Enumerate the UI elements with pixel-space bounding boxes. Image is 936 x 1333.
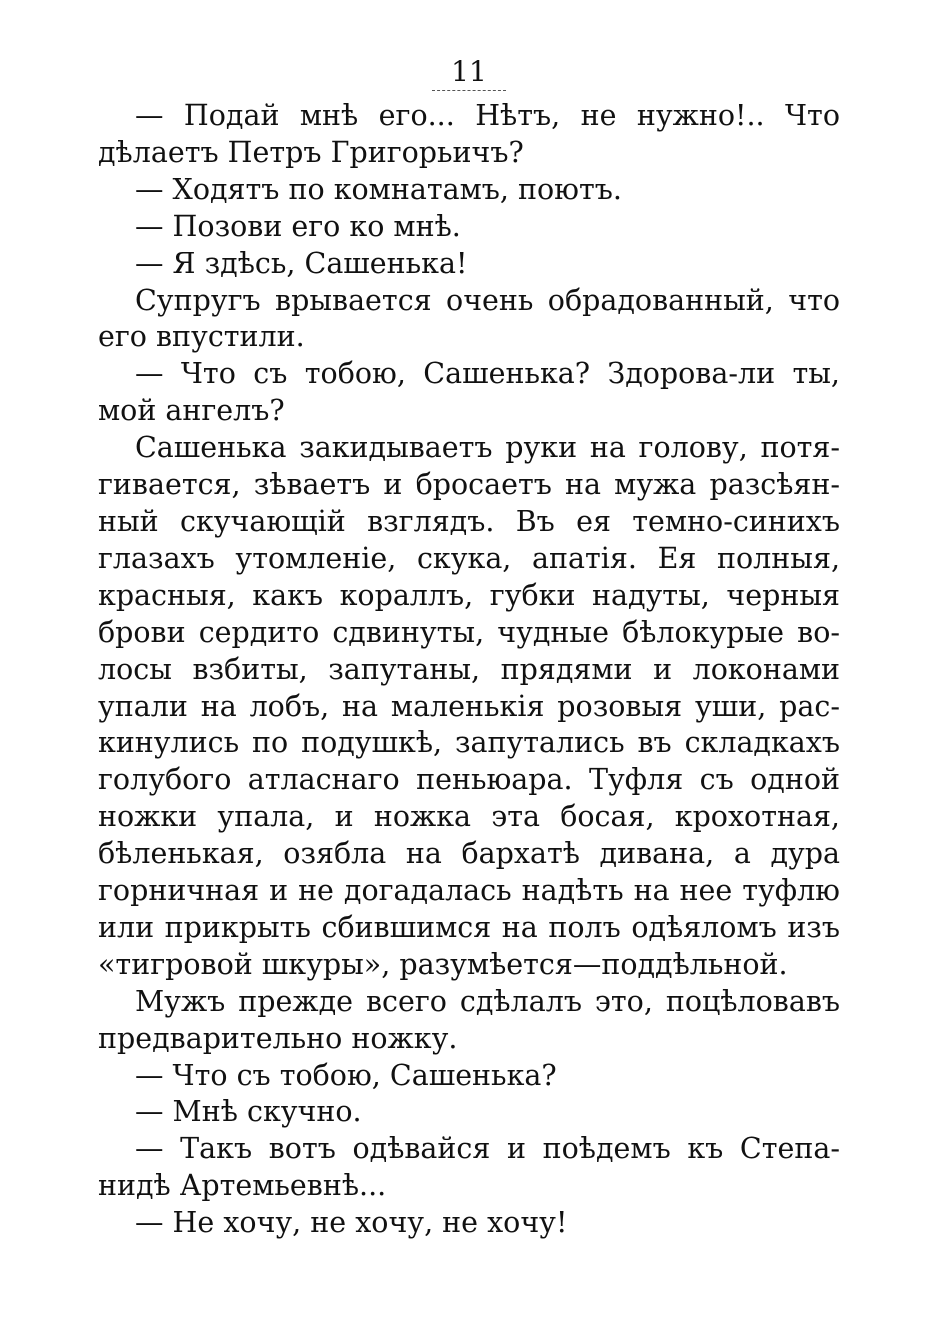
page-number-rule — [432, 90, 506, 91]
text-line: нидѣ Артемьевнѣ... — [98, 1169, 387, 1203]
text-body — [98, 98, 840, 1242]
page-number-block — [98, 52, 840, 98]
text-line: — Позови его ко мнѣ. — [135, 209, 461, 243]
text-line: предварительно ножку. — [98, 1021, 458, 1055]
text-line: Супругъ врывается очень обрадованный, что — [135, 283, 840, 317]
text-line: красныя, какъ кораллъ, губки надуты, черныя — [98, 578, 840, 612]
text-line: — Я здѣсь, Сашенька! — [135, 246, 468, 280]
paragraph — [98, 209, 840, 246]
page-number: 11 — [451, 55, 487, 88]
paragraph — [98, 1205, 840, 1242]
text-line: или прикрыть сбившимся на полъ одѣяломъ изъ — [98, 910, 840, 944]
paragraph — [98, 246, 840, 283]
paragraph — [98, 1131, 840, 1205]
text-line: — Не хочу, не хочу, не хочу! — [135, 1206, 568, 1240]
paragraph — [98, 172, 840, 209]
text-line: — Подай мнѣ его... Нѣтъ, не нужно!.. Что — [135, 99, 840, 132]
paragraph — [98, 356, 840, 430]
paragraph — [98, 1094, 840, 1131]
paragraph — [98, 984, 840, 1058]
text-line: ножки упала, и ножка эта босая, крохотная, — [98, 800, 840, 834]
text-line: — Что съ тобою, Сашенька? — [135, 1058, 557, 1092]
text-line: Сашенька закидываетъ руки на голову, потя- — [135, 431, 840, 465]
book-page — [98, 52, 840, 1242]
paragraph — [98, 283, 840, 357]
text-line: упали на лобъ, на маленькія розовыя уши, рас- — [98, 689, 840, 723]
text-line: ный скучающій взглядъ. Въ ея темно-синихъ — [98, 504, 840, 538]
text-line: голубого атласнаго пеньюара. Туфля съ одной — [98, 763, 840, 797]
text-line: брови сердито сдвинуты, чудные бѣлокурые во- — [98, 615, 840, 649]
text-line: Мужъ прежде всего сдѣлалъ это, поцѣловавъ — [135, 984, 840, 1018]
text-line: его впустили. — [98, 320, 305, 354]
text-line: дѣлаетъ Петръ Григорьичъ? — [98, 135, 524, 169]
text-line: — Такъ вотъ одѣвайся и поѣдемъ къ Степа- — [135, 1132, 840, 1166]
text-line: — Мнѣ скучно. — [135, 1095, 362, 1129]
text-line: мой ангелъ? — [98, 394, 285, 428]
text-line: гивается, зѣваетъ и бросаетъ на мужа разсѣян- — [98, 468, 840, 502]
text-line: — Ходятъ по комнатамъ, поютъ. — [135, 172, 622, 206]
paragraph — [98, 430, 840, 984]
text-line: — Что съ тобою, Сашенька? Здорова-ли ты, — [135, 357, 840, 391]
text-line: горничная и не догадалась надѣть на нее туфлю — [98, 874, 840, 908]
text-line: лосы взбиты, запутаны, прядями и локонами — [98, 652, 840, 686]
paragraph — [98, 1058, 840, 1095]
text-line: глазахъ утомленіе, скука, апатія. Ея полныя, — [98, 541, 840, 575]
text-line: кинулись по подушкѣ, запутались въ складкахъ — [98, 726, 840, 760]
text-line: «тигровой шкуры», разумѣется—поддѣльной. — [98, 947, 788, 981]
text-line: бѣленькая, озябла на бархатѣ дивана, а дура — [98, 837, 840, 871]
paragraph — [98, 98, 840, 172]
